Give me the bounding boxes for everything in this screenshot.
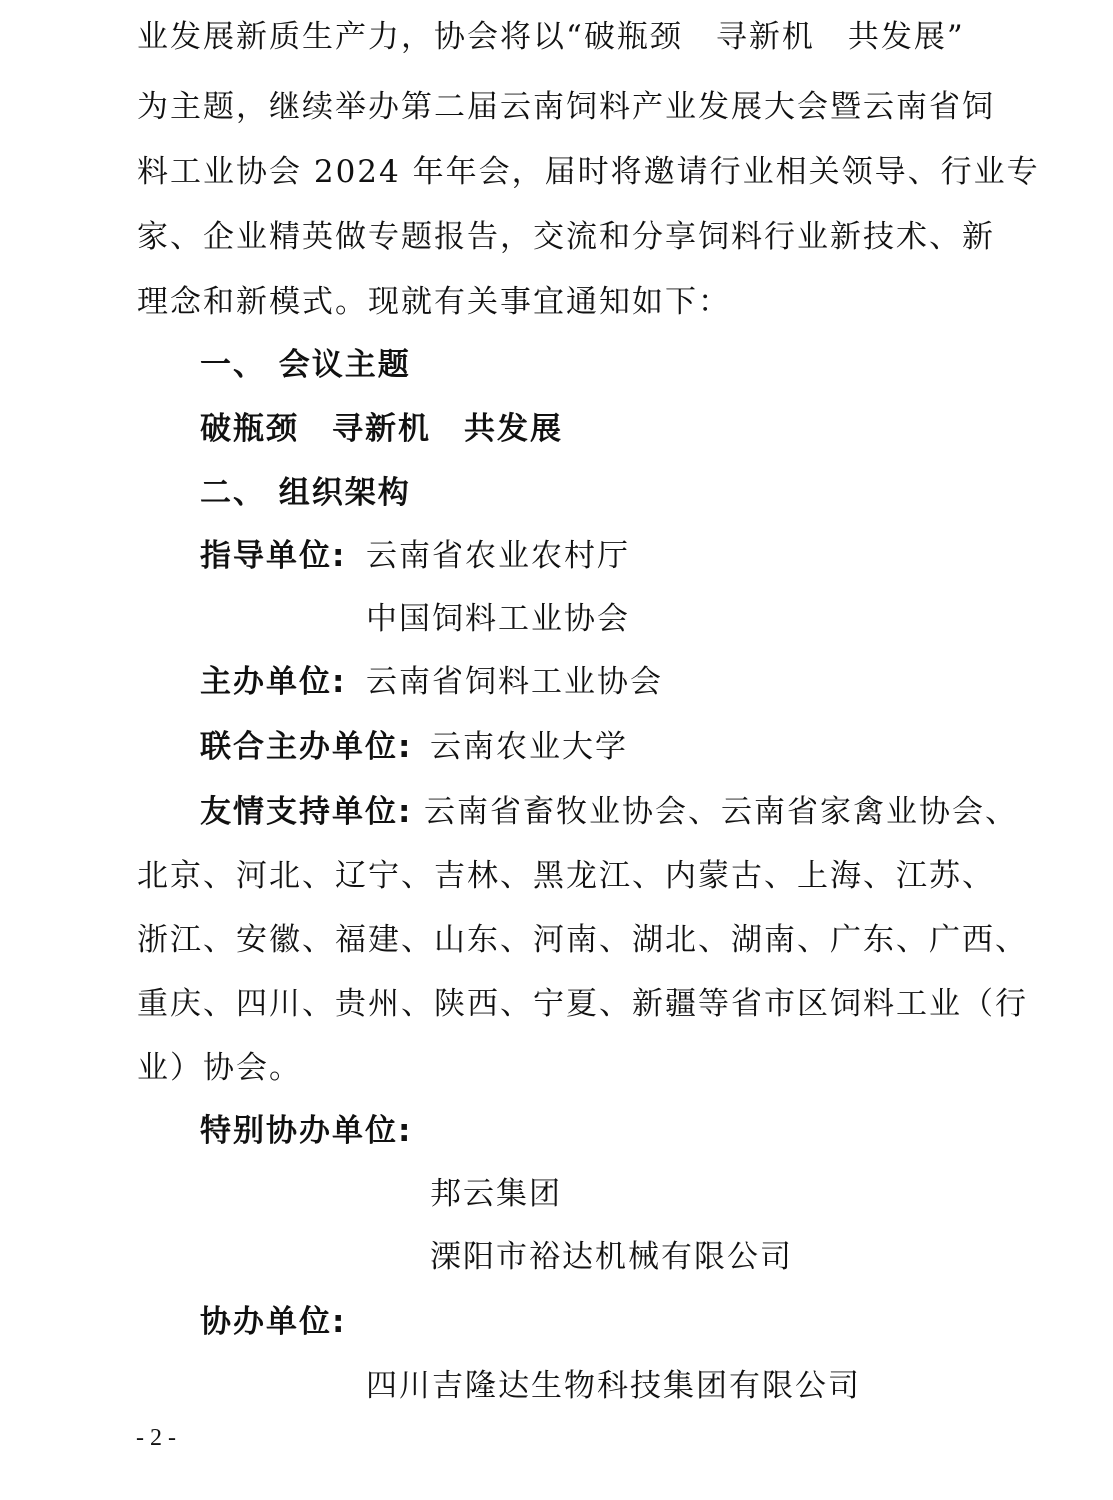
guiding-unit: 云南省农业农村厅 — [366, 538, 630, 574]
host-unit-label: 主办单位: — [200, 664, 347, 700]
paragraph-line: 业发展新质生产力，协会将以“破瓶颈 寻新机 共发展” — [137, 19, 965, 55]
support-units-line: 浙江、安徽、福建、山东、河南、湖北、湖南、广东、广西、 — [137, 922, 1028, 958]
support-units-line: 云南省畜牧业协会、云南省家禽业协会、 — [424, 794, 1018, 830]
guiding-units-label: 指导单位: — [200, 538, 347, 574]
support-units-line: 业）协会。 — [137, 1050, 302, 1086]
co-organizer: 四川吉隆达生物科技集团有限公司 — [366, 1368, 861, 1404]
support-units-line: 北京、河北、辽宁、吉林、黑龙江、内蒙古、上海、江苏、 — [137, 858, 995, 894]
page-number: - 2 - — [136, 1425, 176, 1451]
cohost-unit-label: 联合主办单位: — [200, 729, 413, 765]
support-units-line: 重庆、四川、贵州、陕西、宁夏、新疆等省市区饲料工业（行 — [137, 986, 1028, 1022]
cohost-unit: 云南农业大学 — [430, 729, 628, 765]
support-units-label: 友情支持单位: — [200, 794, 413, 830]
special-co-organizer: 邦云集团 — [430, 1176, 562, 1212]
paragraph-line: 为主题，继续举办第二届云南饲料产业发展大会暨云南省饲 — [137, 89, 995, 125]
co-organizer-label: 协办单位: — [200, 1304, 347, 1340]
meeting-theme: 破瓶颈 寻新机 共发展 — [200, 411, 563, 447]
section-heading-theme: 一、 会议主题 — [200, 347, 411, 383]
section-heading-organization: 二、 组织架构 — [200, 475, 411, 511]
guiding-unit: 中国饲料工业协会 — [366, 601, 630, 637]
host-unit: 云南省饲料工业协会 — [366, 664, 663, 700]
paragraph-line: 理念和新模式。现就有关事宜通知如下： — [137, 284, 731, 320]
paragraph-line: 料工业协会 2024 年年会，届时将邀请行业相关领导、行业专 — [137, 154, 1040, 190]
paragraph-line: 家、企业精英做专题报告，交流和分享饲料行业新技术、新 — [137, 219, 995, 255]
special-co-organizer-label: 特别协办单位: — [200, 1113, 413, 1149]
special-co-organizer: 溧阳市裕达机械有限公司 — [430, 1239, 793, 1275]
